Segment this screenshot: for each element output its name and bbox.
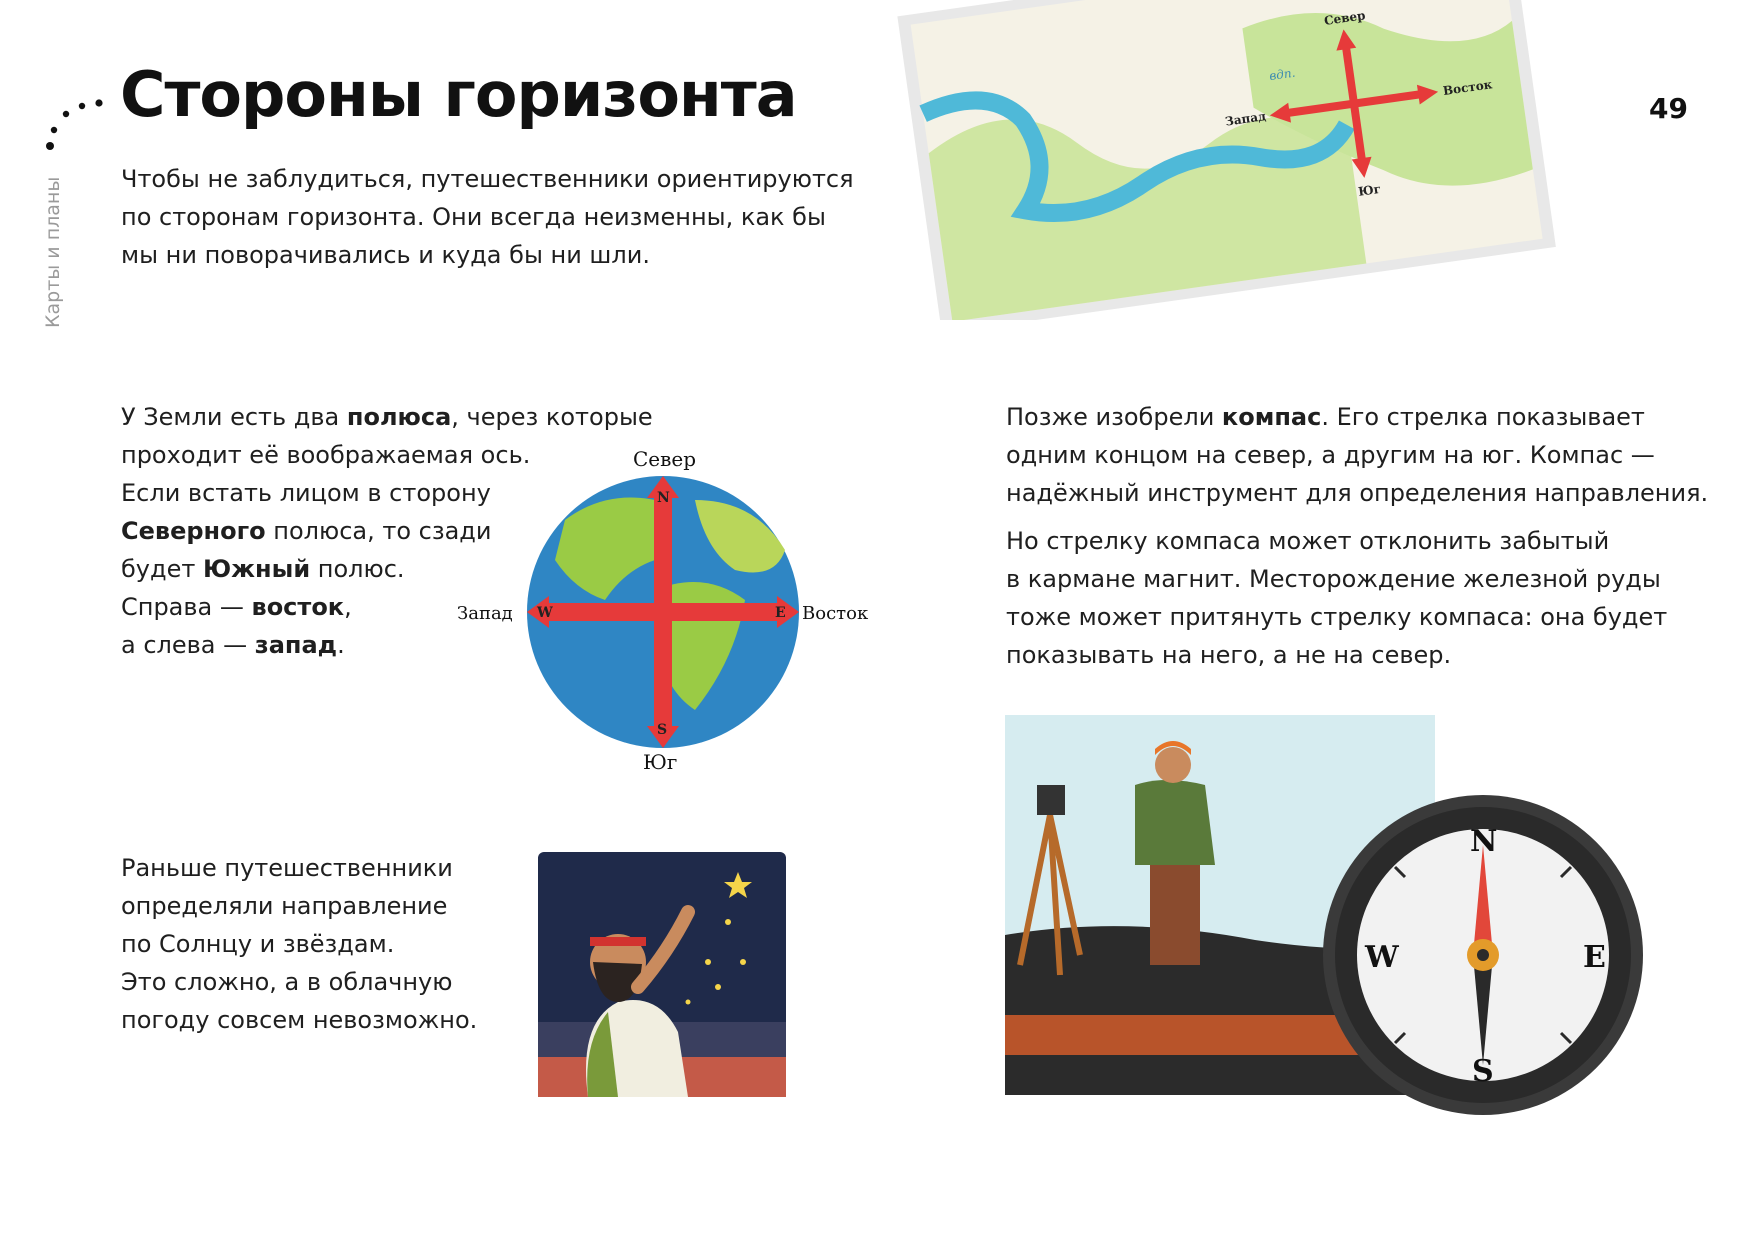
poles-line-3: Если встать лицом в сторону — [121, 479, 491, 507]
compass-p2-line: в кармане магнит. Месторождение железной руды — [1006, 565, 1661, 593]
side-section-label: Карты и планы — [42, 176, 64, 328]
compass-line-1: Позже изобрели компас. Его стрелка показывает — [1006, 403, 1645, 431]
map-east-label: Восток — [1442, 77, 1494, 99]
compass-p2-line: показывать на него, а не на север. — [1006, 641, 1452, 669]
earlier-paragraph — [121, 849, 477, 1039]
globe-south-label: Юг — [643, 750, 678, 774]
map-north-label: Север — [1323, 8, 1367, 28]
compass-paragraph-2 — [1006, 522, 1667, 674]
globe-w-mark: W — [537, 605, 553, 621]
map-south-label: Юг — [1357, 181, 1382, 199]
earlier-line: Это сложно, а в облачную — [121, 968, 453, 996]
river-label: вдп. — [1268, 65, 1297, 84]
compass-p2-line: тоже может притянуть стрелку компаса: она будет — [1006, 603, 1668, 631]
compass-face — [1323, 795, 1643, 1115]
globe-e-mark: E — [775, 605, 786, 621]
poles-line-5: будет Южный полюс. — [121, 555, 405, 583]
poles-line-6: Справа — восток, — [121, 593, 352, 621]
intro-line: мы ни поворачивались и куда бы ни шли. — [121, 241, 650, 269]
intro-line: по сторонам горизонта. Они всегда неизменны, как бы — [121, 203, 826, 231]
globe-west-label: Запад — [457, 603, 513, 624]
compass-w-label: W — [1365, 940, 1399, 975]
map-west-label: Запад — [1224, 109, 1267, 129]
globe-illustration — [455, 440, 885, 780]
dotted-arc-decoration — [44, 96, 104, 166]
compass-s-label: S — [1472, 1054, 1494, 1089]
page-number: 49 — [1649, 92, 1688, 125]
compass-line-2: одним концом на север, а другим на юг. Компас — — [1006, 441, 1655, 469]
poles-line-7: а слева — запад. — [121, 631, 345, 659]
poles-line-1: У Земли есть два полюса, через которые — [121, 403, 653, 431]
star-navigator-illustration — [538, 852, 786, 1097]
earlier-line: по Солнцу и звёздам. — [121, 930, 395, 958]
compass-p2-line: Но стрелку компаса может отклонить забытый — [1006, 527, 1610, 555]
compass-line-3: надёжный инструмент для определения направления. — [1006, 479, 1709, 507]
globe-n-mark: N — [657, 490, 670, 506]
surveyor-compass-illustration — [1005, 715, 1670, 1120]
globe-east-label: Восток — [802, 603, 869, 624]
compass-n-label: N — [1470, 824, 1498, 859]
earlier-line: Раньше путешественники — [121, 854, 453, 882]
earlier-line: погоду совсем невозможно. — [121, 1006, 478, 1034]
intro-line: Чтобы не заблудиться, путешественники ориентируются — [121, 165, 854, 193]
globe-north-label: Север — [633, 447, 697, 471]
map-illustration — [880, 0, 1600, 320]
poles-line-2: проходит её воображаемая ось. — [121, 441, 531, 469]
earlier-line: определяли направление — [121, 892, 448, 920]
intro-paragraph — [121, 160, 881, 274]
compass-e-label: E — [1583, 940, 1606, 975]
page-title: Стороны горизонта — [120, 58, 797, 131]
globe-s-mark: S — [657, 722, 668, 738]
compass-paragraph-1 — [1006, 398, 1708, 512]
poles-line-4: Северного полюса, то сзади — [121, 517, 492, 545]
